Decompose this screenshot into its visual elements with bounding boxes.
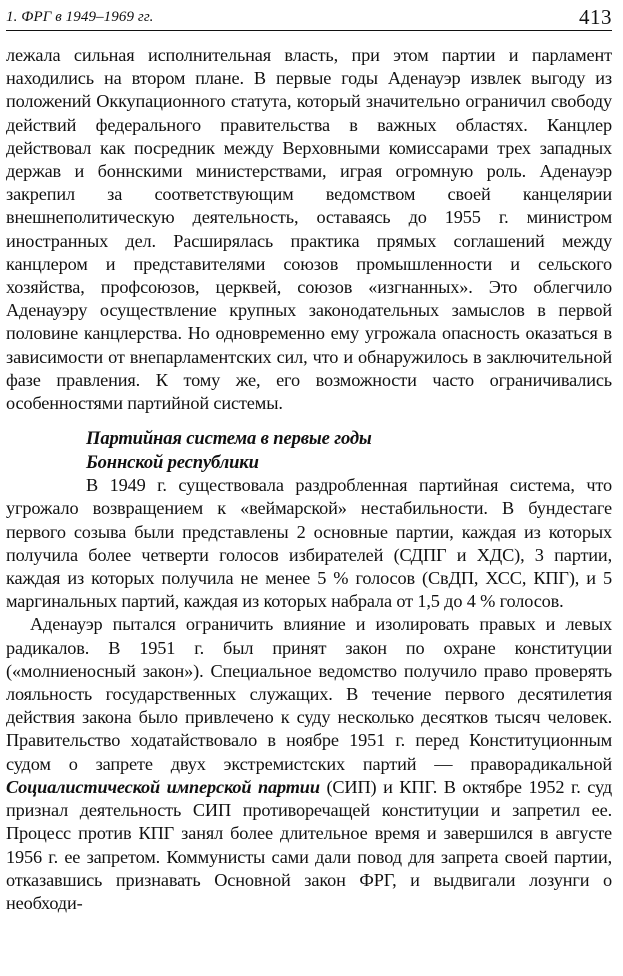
paragraph-3-emphasis: Социалистической имперской партии bbox=[6, 776, 320, 797]
paragraph-3 bbox=[6, 613, 612, 915]
paragraph-2: В 1949 г. существовала раздробленная партийная система, что угрожало возвращением к «веймарской» нестабильности. В бундестаге первого созыва были представлены 2 основные партии, каждая из которых получила более четверти голосов избирателей (СДПГ и ХДС), 3 партии, каждая из которых получила не менее 5 % голосов (СвДП, ХСС, КПГ), и 5 маргинальных партий, каждая из которых набрала от 1,5 до 4 % голосов. bbox=[6, 475, 612, 612]
running-title: 1. ФРГ в 1949–1969 гг. bbox=[6, 9, 154, 25]
section-heading-line-2: Боннской республики bbox=[86, 451, 259, 473]
section-heading-line-1: Партийная система в первые годы bbox=[86, 428, 372, 450]
running-header bbox=[6, 4, 612, 31]
paragraph-3-text-b: (СИП) и КПГ. В октябре 1952 г. суд признал деятельность СИП противоречащей конституции и запретил ее. Процесс против КПГ занял более длительное время и завершился в августе 1956 г. ее запретом. Коммунисты сами дали повод для запрета своей партии, отказавшись признавать Основной закон ФРГ, и выдвигали лозунги о необходи- bbox=[6, 776, 613, 913]
paragraph-3-text-a: Аденауэр пытался ограничить влияние и изолировать правых и левых радикалов. В 1951 г. был принят закон по охране конституции («молниеносный закон»). Специальное ведомство получило право проверять лояльность государственных служащих. В течение первого десятилетия действия закона было привлечено к суду несколько десятков тысяч человек. Правительство ходатайствовало в ноябре 1951 г. перед Конституционным судом о запрете двух экстремистских партий — праворадикальной bbox=[6, 614, 612, 774]
page-number: 413 bbox=[579, 5, 612, 29]
section-heading bbox=[86, 427, 612, 474]
paragraph-1: лежала сильная исполнительная власть, при этом партии и парламент находились на втором плане. В первые годы Аденауэр извлек выгоду из положений Оккупационного статута, который значительно ограничил свободу действий федерального правительства в важных областях. Канцлер действовал как посредник между Верховными комиссарами трех западных держав и боннскими министерствами, играя огромную роль. Аденауэр закрепил за соответствующим ведомством своей канцелярии внешнеполитическую деятельность, оставаясь до 1955 г. министром иностранных дел. Расширялась практика прямых соглашений между канцлером и представителями союзов промышленности и сельского хозяйства, профсоюзов, церквей, союзов «изгнанных». Это облегчило Аденауэру осуществление крупных законодательных замыслов в первой половине канцлерства. Но одновременно ему угрожала опасность оказаться в зависимости от внепарламентских сил, что и обнаружилось в заключительной фазе правления. К тому же, его возможности часто ограничивались особенностями партийной системы. bbox=[6, 45, 612, 414]
page-body bbox=[6, 44, 612, 915]
